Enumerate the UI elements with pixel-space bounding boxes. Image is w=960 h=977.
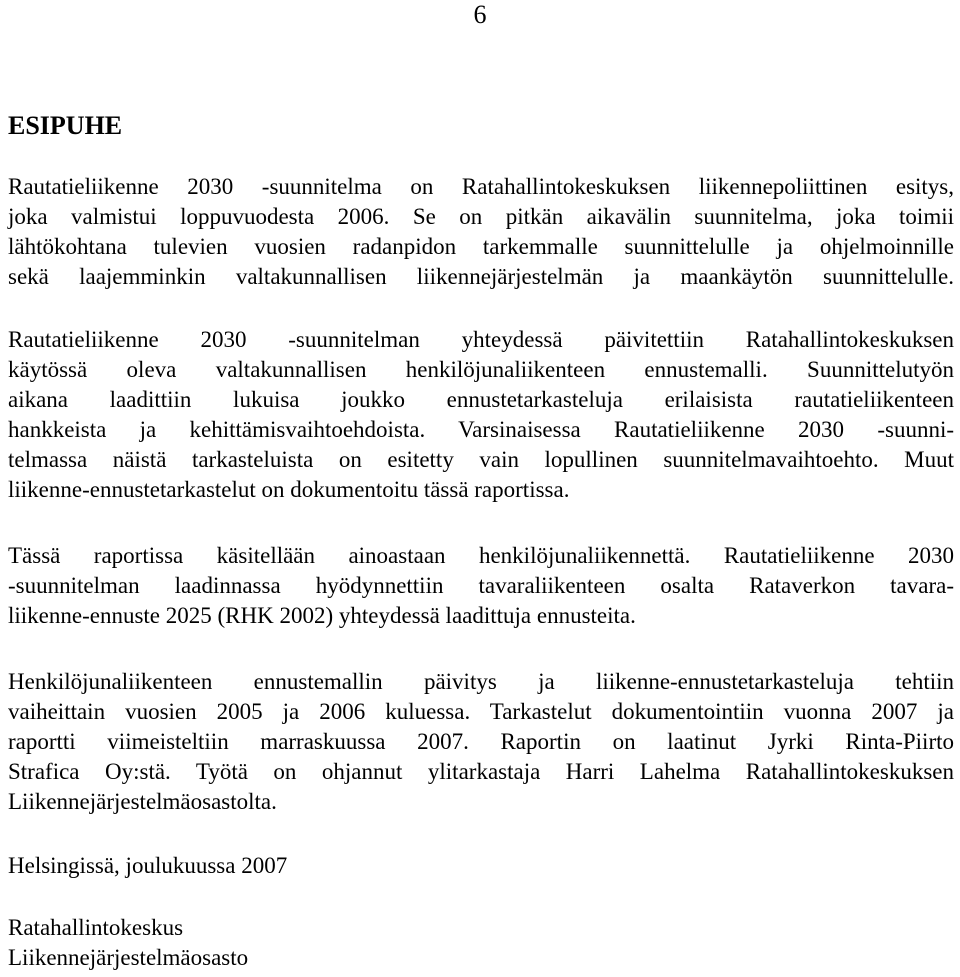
paragraph-1 — [8, 172, 954, 292]
paragraph-line: aikana laadittiin lukuisa joukko ennustetarkasteluja erilaisista rautatieliikenteen — [8, 387, 954, 413]
paragraph-line: Rautatieliikenne 2030 -suunnitelman yhteydessä päivitettiin Ratahallintokeskuksen — [8, 327, 954, 352]
paragraph-line: sekä laajemminkin valtakunnallisen liikennejärjestelmän ja maankäytön suunnittelulle. — [8, 264, 954, 290]
signature-organization: Ratahallintokeskus — [8, 915, 184, 940]
paragraph-line: raportti viimeisteltiin marraskuussa 2007. Raportin on laatinut Jyrki Rinta-Piirto — [8, 729, 954, 755]
paragraph-4 — [8, 667, 954, 817]
paragraph-line: Tässä raportissa käsitellään ainoastaan henkilöjunaliikennettä. Rautatieliikenne 2030 — [8, 543, 954, 568]
place-date: Helsingissä, joulukuussa 2007 — [8, 853, 288, 878]
signature-block — [8, 913, 954, 973]
page-title: ESIPUHE — [8, 111, 123, 140]
paragraph-line: -suunnitelman laadinnassa hyödynnettiin tavaraliikenteen osalta Rataverkon tavara- — [8, 573, 954, 599]
paragraph-line: liikenne-ennuste 2025 (RHK 2002) yhteydessä laadittuja ennusteita. — [8, 603, 636, 629]
paragraph-2 — [8, 325, 954, 506]
paragraph-line: lähtökohtana tulevien vuosien radanpidon tarkemmalle suunnittelulle ja ohjelmoinnille — [8, 234, 954, 260]
page-number: 6 — [473, 0, 487, 29]
paragraph-line: Liikennejärjestelmäosastolta. — [8, 789, 277, 815]
paragraph-line: käytössä oleva valtakunnallisen henkilöjunaliikenteen ennustemalli. Suunnittelutyön — [8, 357, 954, 383]
paragraph-line: Henkilöjunaliikenteen ennustemallin päivitys ja liikenne-ennustetarkasteluja tehtiin — [8, 669, 954, 694]
signature-department: Liikennejärjestelmäosasto — [8, 945, 249, 971]
paragraph-3 — [8, 541, 954, 631]
paragraph-line: Rautatieliikenne 2030 -suunnitelma on Ratahallintokeskuksen liikennepoliittinen esitys, — [8, 174, 954, 199]
paragraph-line: vaiheittain vuosien 2005 ja 2006 kuluessa. Tarkastelut dokumentointiin vuonna 2007 ja — [8, 699, 954, 725]
paragraph-line: hankkeista ja kehittämisvaihtoehdoista. Varsinaisessa Rautatieliikenne 2030 -suunni- — [8, 417, 954, 443]
paragraph-line: Strafica Oy:stä. Työtä on ohjannut ylitarkastaja Harri Lahelma Ratahallintokeskuksen — [8, 759, 954, 785]
paragraph-line: liikenne-ennustetarkastelut on dokumentoitu tässä raportissa. — [8, 477, 570, 503]
paragraph-line: joka valmistui loppuvuodesta 2006. Se on pitkän aikavälin suunnitelma, joka toimii — [8, 204, 954, 230]
paragraph-line: telmassa näistä tarkasteluista on esitetty vain lopullinen suunnitelmavaihtoehto. Muut — [8, 447, 954, 473]
